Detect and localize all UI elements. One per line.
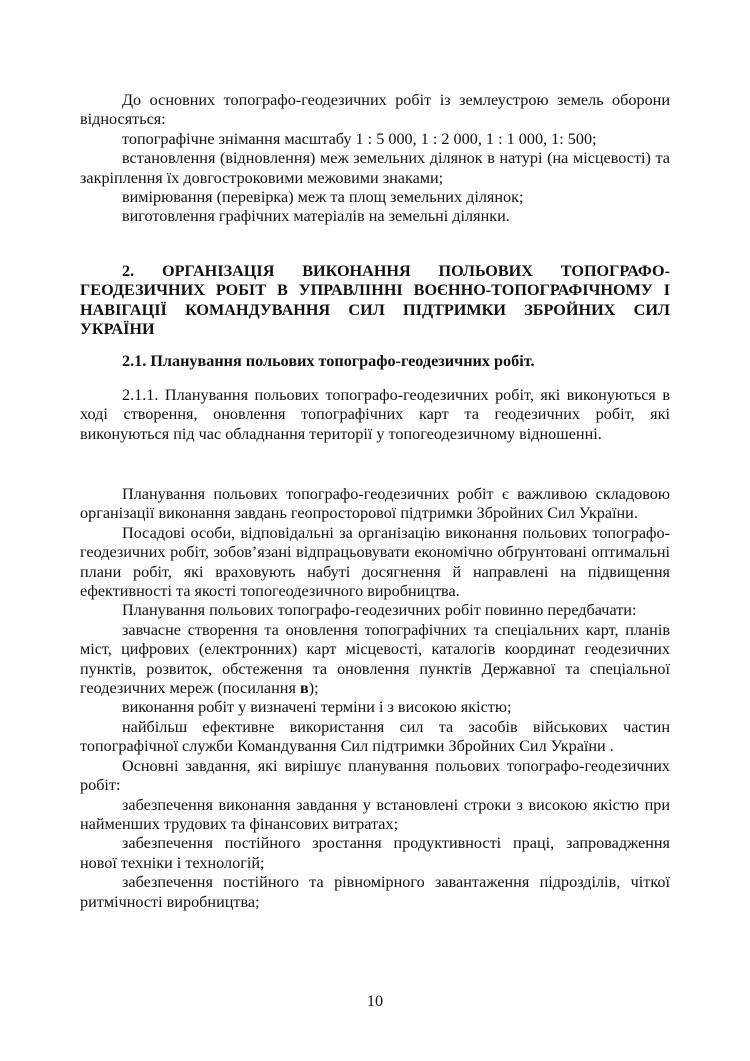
- clause-2-1-1: 2.1.1. Планування польових топографо-геодезичних робіт, які виконуються в ході створення, оновлення топографічних карт та геодезичних робіт, які виконуються під час обладнання території у топогеодезичному відношенні.: [80, 386, 670, 443]
- body-list-item: виконання робіт у визначені терміни і з високою якістю;: [122, 698, 512, 717]
- body-list-item: [80, 621, 670, 699]
- body-list-item: забезпечення виконання завдання у встановлені строки з високою якістю при найменших трудових та фінансових витратах;: [80, 795, 670, 833]
- body-list-item: забезпечення постійного зростання продуктивності праці, запровадження нової техніки і технологій;: [80, 834, 670, 872]
- body-paragraph: Посадові особи, відповідальні за організацію виконання польових топографо-геодезичних робіт, зобов’язані відпрацьовувати економічно обґрунтовані оптимальні плани робіт, які враховують набуті досягнення й направлені на підвищення ефективності та якості топогеодезичного виробництва.: [80, 523, 670, 601]
- body-list-item: забезпечення постійного та рівномірного завантаження підрозділів, чіткої ритмічності виробництва;: [80, 873, 670, 911]
- section-heading: 2. ОРГАНІЗАЦІЯ ВИКОНАННЯ ПОЛЬОВИХ ТОПОГРАФО-ГЕОДЕЗИЧНИХ РОБІТ В УПРАВЛІННІ ВОЄННО-ТОПОГРАФІЧНОМУ І НАВІГАЦІЇ КОМАНДУВАННЯ СИЛ ПІДТРИМКИ ЗБРОЙНИХ СИЛ УКРАЇНИ: [80, 262, 670, 339]
- body-list-item-text: завчасне створення та оновлення топографічних та спеціальних карт, планів міст, цифрових (електронних) карт місцевості, каталогів координат геодезичних пунктів, розвиток, обстеження та оновлення пунктів Державної та спеціальної геодезичних мереж (посилання: [80, 620, 670, 698]
- intro-item: вимірювання (перевірка) меж та площ земельних ділянок;: [122, 188, 524, 207]
- body-paragraph: Основні завдання, які вирішує планування польових топографо-геодезичних робіт:: [80, 756, 670, 795]
- subsection-heading: 2.1. Планування польових топографо-геодезичних робіт.: [122, 352, 535, 370]
- body-paragraph: Планування польових топографо-геодезичних робіт повинно передбачати:: [122, 601, 637, 620]
- body-list-item-tail: );: [308, 679, 319, 698]
- intro-item: топографічне знімання масштабу 1 : 5 000, 1 : 2 000, 1 : 1 000, 1: 500;: [122, 129, 597, 148]
- body-block: [80, 485, 670, 912]
- reference-letter: в: [299, 679, 309, 698]
- intro-item: встановлення (відновлення) меж земельних ділянок в натурі (на місцевості) та закріплення їх довгостроковими межовими знаками;: [80, 149, 670, 187]
- intro-item: виготовлення графічних матеріалів на земельні ділянки.: [122, 207, 510, 226]
- page-number: 10: [366, 992, 384, 1010]
- body-list-item: найбільш ефективне використання сил та засобів військових частин топографічної служби Командування Сил підтримки Збройних Сил України .: [80, 717, 670, 756]
- intro-lead: До основних топографо-геодезичних робіт із землеустрою земель оборони відносяться:: [80, 91, 670, 129]
- body-paragraph: Планування польових топографо-геодезичних робіт є важливою складовою організації виконання завдань геопросторової підтримки Збройних Сил України.: [80, 485, 670, 523]
- intro-block: [80, 91, 670, 227]
- clause-block: [80, 386, 670, 444]
